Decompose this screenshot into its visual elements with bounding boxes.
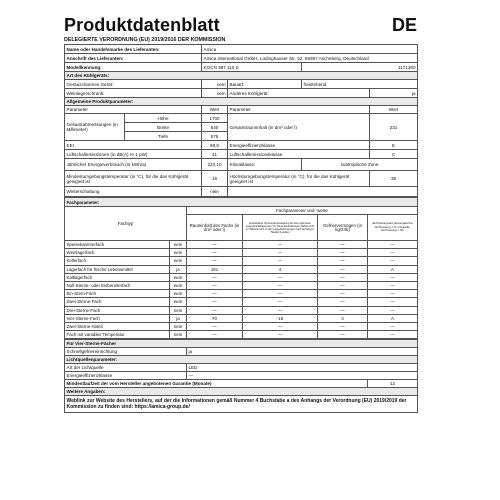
general-table xyxy=(64,44,418,197)
compartment-present: nein xyxy=(170,249,187,257)
defrost-column-header: Entfrostungsart (automatische Entfrostung = A, manuelle Entfrostung = M) xyxy=(368,215,418,241)
model-label: Modellkennung: xyxy=(65,63,202,72)
compartment-freeze-capacity: — xyxy=(318,290,368,298)
compartment-name: Zwei-Sterne-Abteil xyxy=(65,322,170,330)
noise-class-label: Luftschallemissionsklasse xyxy=(228,150,370,159)
header xyxy=(64,14,417,36)
compartment-freeze-capacity: — xyxy=(318,249,368,257)
compartment-volume: — xyxy=(187,257,243,265)
compartment-row xyxy=(65,265,418,273)
compartment-name: Vier-Sterne-Fach xyxy=(65,314,170,322)
model-code: 1171360 xyxy=(302,63,418,72)
compartment-volume: — xyxy=(187,281,243,289)
compartment-freeze-capacity: — xyxy=(318,257,368,265)
compartment-row xyxy=(65,306,418,314)
compartment-present: ja xyxy=(170,314,187,322)
compartment-name: Ein-Stern-Fach xyxy=(65,290,170,298)
build-value: freistehend xyxy=(302,80,418,89)
general-section-title: Allgemeine Produktparameter: xyxy=(65,98,418,106)
compartment-temperature: — xyxy=(243,249,318,257)
compartment-temperature: -18 xyxy=(243,314,318,322)
warranty-label: Mindestlaufzeit der vom Hersteller angebotenen Garantie (Monate) xyxy=(65,380,368,388)
volume-column-header: Rauminhalt des Fachs (in dm³ oder l) xyxy=(187,215,243,241)
compartment-present: nein xyxy=(170,298,187,306)
annual-energy-value: 220,10 xyxy=(202,159,228,171)
manufacturer-weblink: Weblink zur Website des Herstellers, auf der die Informationen gemäß Nummer 4 Buchstabe a des Anhangs der Verordnung (EU) 2019/2019 der Kommission zu finden sind: https://amica-group.de/ xyxy=(65,396,418,413)
compartment-freeze-capacity: — xyxy=(318,306,368,314)
regulation-subtitle: DELEGIERTE VERORDNUNG (EU) 2019/2016 DER KOMMISSION xyxy=(64,37,226,43)
compartment-row xyxy=(65,257,418,265)
compartment-freeze-capacity: — xyxy=(318,281,368,289)
compartment-defrost-type: — xyxy=(368,249,418,257)
compartment-group-header: Fachparameter und -werte xyxy=(187,207,418,215)
compartment-present: nein xyxy=(170,257,187,265)
min-temp-label: Mindestumgebungstemperatur (in °C), für die das Kühlgerät geeignet ist xyxy=(65,171,202,187)
winter-label: Winterschaltung xyxy=(65,187,202,197)
compartment-row xyxy=(65,314,418,322)
dims-label: Gesamtabmessungen (in Millimeter) xyxy=(65,114,125,141)
product-data-sheet xyxy=(64,14,417,484)
winter-value: nein xyxy=(202,187,228,197)
model-value: KGCN 387 110 S xyxy=(202,63,302,72)
compartment-temperature: — xyxy=(243,241,318,249)
compartment-defrost-type: A xyxy=(368,265,418,273)
compartment-freeze-capacity: — xyxy=(318,273,368,281)
compartment-row xyxy=(65,322,418,330)
compartment-name: Fach mit variabler Temperatur xyxy=(65,331,170,339)
light-class-label: Energieeffizienzklasse xyxy=(65,372,187,380)
compartment-section-title: Fachparameter: xyxy=(65,198,418,207)
compartment-present: nein xyxy=(170,322,187,330)
width-value: 540 xyxy=(202,123,228,132)
compartment-defrost-type: — xyxy=(368,322,418,330)
value-header-left: Wert xyxy=(202,106,228,114)
compartment-defrost-type: — xyxy=(368,241,418,249)
climate-label: Klimaklasse: xyxy=(228,159,302,171)
noise-class-value: C xyxy=(370,150,418,159)
temp-column-header: Empfohlene Temperatureinstellung für eine optimierte Lebensmittellagerung (°C) Diese Einstellungen dürfen nicht im Widerspruch zu den Lagerbedingungen nach Anhang IV Tabelle 3 stehen xyxy=(243,215,318,241)
eei-value: 99,6 xyxy=(202,141,228,150)
noise-emission-value: 41 xyxy=(202,150,228,159)
compartment-name: Speisekammerfach xyxy=(65,241,170,249)
bottom-table xyxy=(64,339,418,413)
brand-label: Name oder Handelsmarke des Lieferanten: xyxy=(65,45,202,54)
compartment-defrost-type: — xyxy=(368,290,418,298)
eei-label: EEI xyxy=(65,141,202,150)
width-label: Breite xyxy=(125,123,202,132)
compartment-row xyxy=(65,241,418,249)
compartment-row xyxy=(65,298,418,306)
compartment-defrost-type: — xyxy=(368,273,418,281)
four-star-section-title: Für Vier-Sterne-Fächer xyxy=(65,340,418,348)
light-type-value: LED xyxy=(187,364,418,372)
wine-cabinet-value: nein xyxy=(202,89,228,98)
compartment-name: Null-Sterne- oder Eisbereiterfach xyxy=(65,281,170,289)
compartment-volume: — xyxy=(187,298,243,306)
light-type-label: Art der Lichtquelle xyxy=(65,364,187,372)
compartment-temperature: — xyxy=(243,290,318,298)
more-info-title: Weitere Angaben: xyxy=(65,388,418,396)
compartment-table xyxy=(64,197,418,339)
address-label: Anschrift des Lieferanten: xyxy=(65,54,202,63)
compartment-temperature: — xyxy=(243,306,318,314)
light-section-title: Lichtquellenparameter: xyxy=(65,356,418,364)
volume-label: Gesamtrauminhalt (in dm³ oder l) xyxy=(228,114,370,141)
depth-label: Tiefe xyxy=(125,132,202,141)
param-header-right: Parameter xyxy=(228,106,370,114)
noise-device-label: Geräuscharmes Gerät: xyxy=(65,80,202,89)
annual-energy-label: Jährlicher Energieverbrauch (in kWh/a) xyxy=(65,159,202,171)
compartment-present: nein xyxy=(170,281,187,289)
noise-device-value: nein xyxy=(202,80,228,89)
compartment-defrost-type: A xyxy=(368,314,418,322)
compartment-name: Kellerfach xyxy=(65,257,170,265)
compartment-defrost-type: — xyxy=(368,257,418,265)
compartment-present: nein xyxy=(170,273,187,281)
compartment-present: nein xyxy=(170,306,187,314)
compartment-rows xyxy=(65,241,418,339)
type-section-title: Art des Kühlgeräts: xyxy=(65,72,418,80)
compartment-freeze-capacity: — xyxy=(318,265,368,273)
warranty-value: 12 xyxy=(368,380,418,388)
compartment-temperature: — xyxy=(243,281,318,289)
compartment-row xyxy=(65,273,418,281)
compartment-defrost-type: — xyxy=(368,281,418,289)
build-label: Bauart: xyxy=(228,80,302,89)
compartment-volume: — xyxy=(187,331,243,339)
climate-value: subtropische Zone xyxy=(302,159,418,171)
compartment-volume: — xyxy=(187,290,243,298)
compartment-defrost-type: — xyxy=(368,298,418,306)
compartment-volume: 70 xyxy=(187,314,243,322)
compartment-temperature: — xyxy=(243,331,318,339)
compartment-freeze-capacity: — xyxy=(318,331,368,339)
compartment-name: Kaltlagerfach xyxy=(65,273,170,281)
compartment-volume: 161 xyxy=(187,265,243,273)
compartment-defrost-type: — xyxy=(368,331,418,339)
noise-emission-label: Luftschallemissionen (in dB(A) re 1 pW) xyxy=(65,150,202,159)
compartment-present: ja xyxy=(170,265,187,273)
compartment-name: Drei-Sterne-Fach xyxy=(65,306,170,314)
empty-cell xyxy=(228,187,418,197)
compartment-volume: — xyxy=(187,273,243,281)
compartment-volume: — xyxy=(187,306,243,314)
compartment-volume: — xyxy=(187,249,243,257)
compartment-freeze-capacity: — xyxy=(318,241,368,249)
compartment-temperature: — xyxy=(243,257,318,265)
max-temp-label: Höchstumgebungstemperatur (in °C), für die das Kühlgerät geeignet ist xyxy=(228,171,370,187)
compartment-freeze-capacity: 3 xyxy=(318,314,368,322)
compartment-temperature: — xyxy=(243,273,318,281)
compartment-row xyxy=(65,331,418,339)
volume-value: 231 xyxy=(370,114,418,141)
compartment-temperature: — xyxy=(243,322,318,330)
other-device-value: ja xyxy=(370,89,418,98)
compartment-volume: — xyxy=(187,241,243,249)
brand-value: Amica xyxy=(202,45,418,54)
compartment-name: Weinlagerfach xyxy=(65,249,170,257)
compartment-temperature: 4 xyxy=(243,265,318,273)
compartment-volume: — xyxy=(187,322,243,330)
language-code: DE xyxy=(391,15,417,35)
param-header-left: Parameter xyxy=(65,106,202,114)
wine-cabinet-label: Weinlagerschrank: xyxy=(65,89,202,98)
compartment-name: Lagerfach für frische Lebensmittel xyxy=(65,265,170,273)
height-label: Höhe xyxy=(125,114,202,123)
other-device-label: Anderes Kühlgerät: xyxy=(228,89,370,98)
page-title: Produktdatenblatt xyxy=(64,15,220,35)
energy-class-value: E xyxy=(370,141,418,150)
energy-class-label: Energieeffizienzklasse xyxy=(228,141,370,150)
compartment-name: Zwei-Sterne-Fach xyxy=(65,298,170,306)
depth-value: 576 xyxy=(202,132,228,141)
compartment-present: nein xyxy=(170,290,187,298)
freeze-column-header: Gefriervermögen (in kg/24h) xyxy=(318,215,368,241)
quick-freeze-label: Schnellgefriereinrichtung xyxy=(65,348,187,356)
compartment-type-header: Fachtyp xyxy=(65,207,187,241)
light-class-value: — xyxy=(187,372,418,380)
max-temp-value: 38 xyxy=(370,171,418,187)
compartment-freeze-capacity: — xyxy=(318,298,368,306)
compartment-temperature: — xyxy=(243,298,318,306)
address-value: Amica International GmbH, Lüdinghauser Str. 52, 59387 Ascheberg, Deutschland xyxy=(202,54,418,63)
compartment-row xyxy=(65,249,418,257)
min-temp-value: 16 xyxy=(202,171,228,187)
compartment-present: nein xyxy=(170,241,187,249)
compartment-present: nein xyxy=(170,331,187,339)
compartment-row xyxy=(65,290,418,298)
compartment-row xyxy=(65,281,418,289)
value-header-right: Wert xyxy=(370,106,418,114)
height-value: 1700 xyxy=(202,114,228,123)
quick-freeze-value: ja xyxy=(187,348,418,356)
compartment-freeze-capacity: — xyxy=(318,322,368,330)
compartment-defrost-type: — xyxy=(368,306,418,314)
